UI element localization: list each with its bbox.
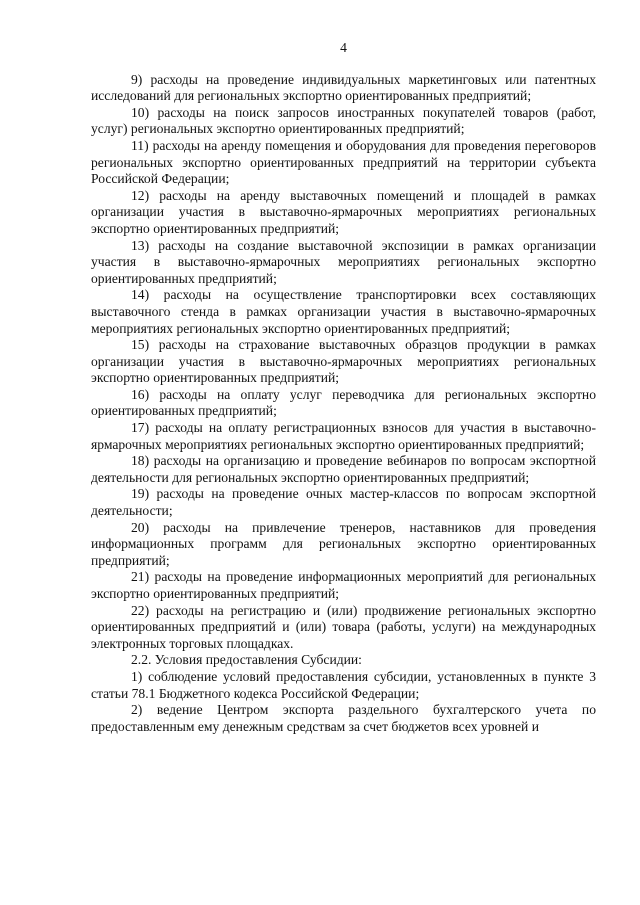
paragraph-item-16: 16) расходы на оплату услуг переводчика для региональных экспортно ориентированных предприятий; bbox=[91, 386, 596, 419]
paragraph-item-20: 20) расходы на привлечение тренеров, наставников для проведения информационных программ для региональных экспортно ориентированных предприятий; bbox=[91, 519, 596, 568]
paragraph-item-19: 19) расходы на проведение очных мастер-классов по вопросам экспортной деятельности; bbox=[91, 486, 596, 519]
paragraph-item-21: 21) расходы на проведение информационных мероприятий для региональных экспортно ориентированных предприятий; bbox=[91, 569, 596, 601]
paragraph-item-12: 12) расходы на аренду выставочных помещений и площадей в рамках организации участия в выставочно-ярмарочных мероприятиях региональных экспортно ориентированных предприятий; bbox=[91, 187, 596, 236]
paragraph-item-14: 14) расходы на осуществление транспортировки всех составляющих выставочного стенда в рамках организации участия в выставочно-ярмарочных мероприятиях региональных экспортно ориентированных предприятий; bbox=[91, 287, 596, 336]
paragraph-item-22: 22) расходы на регистрацию и (или) продвижение региональных экспортно ориентированных предприятий и (или) товара (работы, услуги) на международных электронных торговых площадках. bbox=[91, 602, 596, 651]
paragraph-item-9: 9) расходы на проведение индивидуальных маркетинговых или патентных исследований для региональных экспортно ориентированных предприятий; bbox=[91, 71, 596, 104]
paragraph-item-15: 15) расходы на страхование выставочных образцов продукции в рамках организации участия в выставочно-ярмарочных мероприятиях региональных экспортно ориентированных предприятий; bbox=[91, 337, 596, 386]
page-number: 4 bbox=[340, 40, 347, 55]
paragraph-item-17: 17) расходы на оплату регистрационных взносов для участия в выставочно-ярмарочных мероприятиях региональных экспортно ориентированных предприятий; bbox=[91, 420, 596, 452]
condition-item-2: 2) ведение Центром экспорта раздельного бухгалтерского учета по предоставленным ему денежным средствам за счет бюджетов всех уровней и bbox=[91, 702, 596, 734]
document-page bbox=[91, 40, 596, 735]
section-heading-2-2: 2.2. Условия предоставления Субсидии: bbox=[131, 652, 362, 668]
paragraph-item-18: 18) расходы на организацию и проведение вебинаров по вопросам экспортной деятельности для региональных экспортно ориентированных предприятий; bbox=[91, 453, 596, 485]
condition-item-1: 1) соблюдение условий предоставления субсидии, установленных в пункте 3 статьи 78.1 Бюджетного кодекса Российской Федерации; bbox=[91, 668, 596, 701]
paragraph-item-11: 11) расходы на аренду помещения и оборудования для проведения переговоров региональных экспортно ориентированных предприятий на территории субъекта Российской Федерации; bbox=[91, 137, 596, 187]
paragraph-item-10: 10) расходы на поиск запросов иностранных покупателей товаров (работ, услуг) региональных экспортно ориентированных предприятий; bbox=[91, 104, 596, 137]
paragraph-item-13: 13) расходы на создание выставочной экспозиции в рамках организации участия в выставочно-ярмарочных мероприятиях региональных экспортно ориентированных предприятий; bbox=[91, 237, 596, 286]
